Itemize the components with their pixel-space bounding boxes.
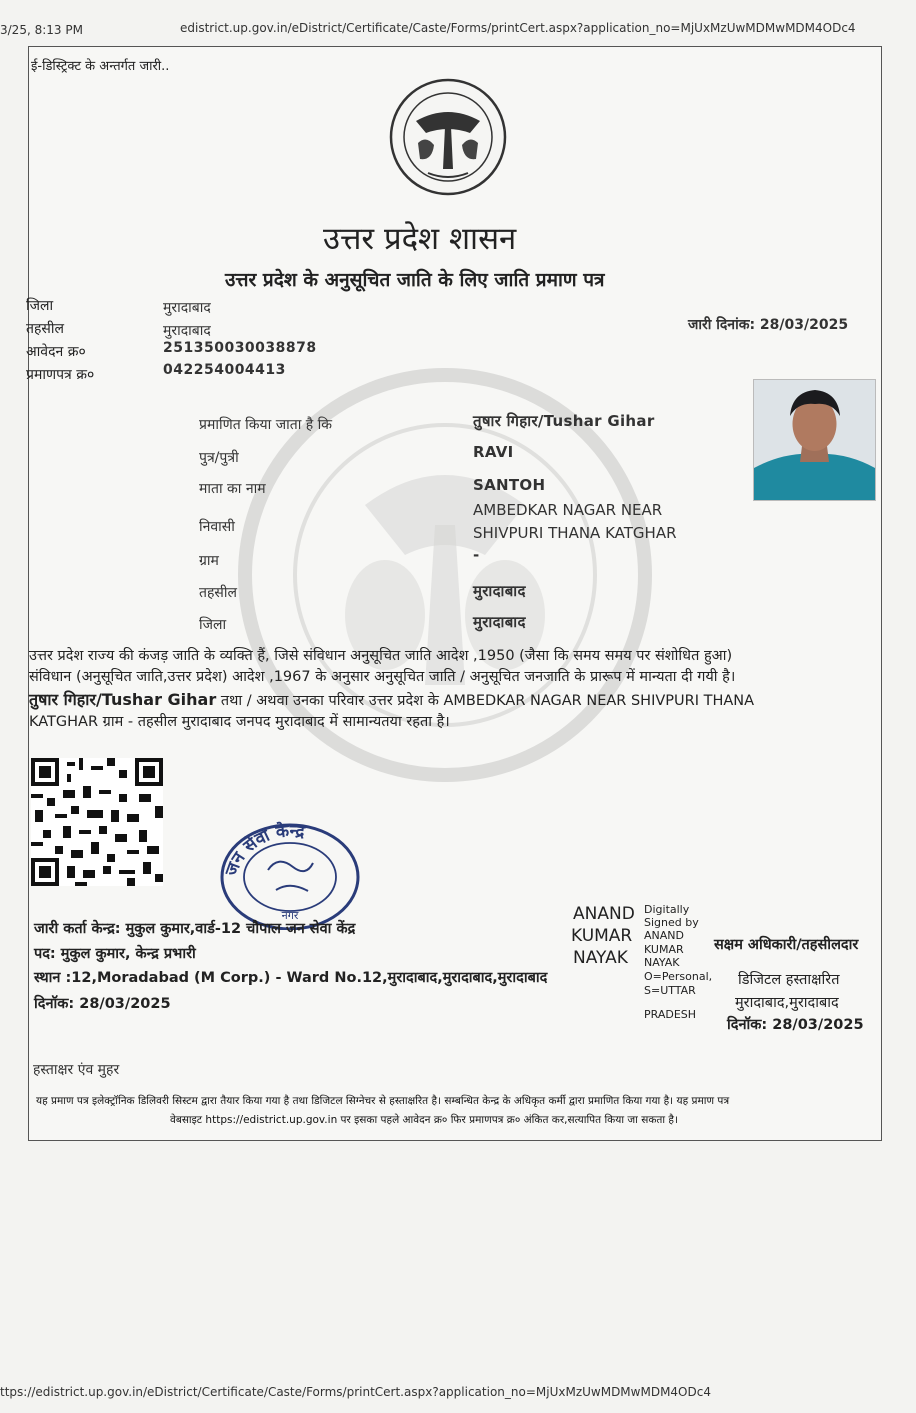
sign-and-seal: हस्ताक्षर एंव मुहर: [33, 1062, 120, 1078]
field-value-village: -: [473, 546, 480, 564]
stamp-sub: नगर: [281, 909, 299, 922]
issuer-place: स्थान :12,Moradabad (M Corp.) - Ward No.12,मुरादाबाद,मुरादाबाद,मुरादाबाद: [34, 970, 548, 986]
field-label-mother: माता का नाम: [199, 481, 266, 497]
meta-label-certificate: प्रमाणपत्र क्र०: [26, 367, 95, 383]
sig-detail-3: ANAND: [644, 929, 684, 942]
body-name-bold: तुषार गिहार/Tushar Gihar: [29, 690, 217, 709]
field-value-father: RAVI: [473, 443, 514, 461]
meta-value-district: मुरादाबाद: [163, 300, 211, 316]
meta-value-tehsil: मुरादाबाद: [163, 323, 211, 339]
authority-signed: डिजिटल हस्ताक्षरित: [738, 972, 840, 988]
body-line-2: संविधान (अनुसूचित जाति,उत्तर प्रदेश) आदेश ,1967 के अनुसार अनुसूचित जाति / अनुसूचित जनजाति के प्रारूप में मान्यता दी गयी है।: [29, 669, 736, 685]
print-timestamp: 3/25, 8:13 PM: [0, 23, 83, 37]
body-line-4: KATGHAR ग्राम - तहसील मुरादाबाद जनपद मुरादाबाद में सामान्यतया रहता है।: [29, 714, 450, 730]
field-label-village: ग्राम: [199, 553, 219, 569]
issue-date: जारी दिनांक: 28/03/2025: [688, 317, 849, 333]
footer-note-1: यह प्रमाण पत्र इलेक्ट्रॉनिक डिलिवरी सिस्टम द्वारा तैयार किया गया है तथा डिजिटल सिग्नेचर से हस्ताक्षरित है। सम्बन्धित केन्द्र के अधिकृत कर्मी द्वारा प्रमाणित किया गया है। यह प्रमाण पत्र: [36, 1095, 730, 1107]
print-url-bottom: ttps://edistrict.up.gov.in/eDistrict/Certificate/Caste/Forms/printCert.aspx?application_no=MjUxMzUwMDMwMDM4ODc4: [0, 1385, 711, 1399]
field-label-certified: प्रमाणित किया जाता है कि: [199, 417, 333, 433]
field-value-name: तुषार गिहार/Tushar Gihar: [473, 412, 655, 430]
meta-label-district: जिला: [26, 298, 54, 314]
print-url-top: edistrict.up.gov.in/eDistrict/Certificate/Caste/Forms/printCert.aspx?application_no=MjUxMzUwMDMwMDM4ODc4: [180, 21, 856, 35]
state-emblem-icon: [388, 77, 508, 197]
body-line-3-rest: तथा / अथवा उनका परिवार उत्तर प्रदेश के AMBEDKAR NAGAR NEAR SHIVPURI THANA: [216, 693, 755, 709]
issuer-date: दिनॉक: 28/03/2025: [34, 996, 171, 1012]
issued-under: ई-डिस्ट्रिक्ट के अन्तर्गत जारी..: [31, 59, 170, 74]
sig-detail-7: S=UTTAR: [644, 984, 696, 997]
field-value-resident-line1: AMBEDKAR NAGAR NEAR: [473, 501, 663, 519]
meta-label-application: आवेदन क्र०: [26, 344, 86, 360]
field-value-resident-line2: SHIVPURI THANA KATGHAR: [473, 524, 677, 542]
page-subtitle: उत्तर प्रदेश के अनुसूचित जाति के लिए जाति प्रमाण पत्र: [225, 269, 605, 291]
sig-detail-8: PRADESH: [644, 1008, 697, 1021]
issuer-post: पद: मुकुल कुमार, केन्द्र प्रभारी: [34, 946, 196, 962]
field-label-resident: निवासी: [199, 519, 235, 535]
meta-value-certificate: 042254004413: [163, 362, 286, 378]
sig-detail-6: O=Personal,: [644, 970, 713, 983]
applicant-photo: [753, 379, 876, 501]
field-value-tehsil: मुरादाबाद: [473, 582, 526, 600]
authority-title: सक्षम अधिकारी/तहसीलदार: [714, 937, 859, 953]
field-label-son-daughter: पुत्र/पुत्री: [199, 450, 239, 466]
sig-detail-1: Digitally: [644, 903, 690, 916]
sig-detail-4: KUMAR: [644, 943, 684, 956]
sig-detail-5: NAYAK: [644, 956, 680, 969]
field-label-district: जिला: [199, 617, 227, 633]
stamp-text: जन सेवा केन्द्र: [221, 821, 306, 879]
meta-label-tehsil: तहसील: [26, 321, 64, 337]
body-line-1: उत्तर प्रदेश राज्य की कंजड़ जाति के व्यक्ति हैं, जिसे संविधान अनुसूचित जाति आदेश ,1950 (जैसा कि समय समय पर संशोधित हुआ): [29, 648, 733, 664]
signer-name-2: KUMAR: [571, 926, 633, 946]
issuer-center: जारी कर्ता केन्द्र: मुकुल कुमार,वार्ड-12 चौपाल जन सेवा केंद्र: [34, 921, 356, 937]
qr-code: [31, 758, 163, 886]
field-value-district: मुरादाबाद: [473, 613, 526, 631]
body-line-3: [29, 688, 754, 713]
page-title: उत्तर प्रदेश शासन: [323, 221, 517, 257]
field-label-tehsil: तहसील: [199, 585, 237, 601]
authority-place: मुरादाबाद,मुरादाबाद: [735, 995, 839, 1011]
meta-value-application: 251350030038878: [163, 340, 317, 356]
field-value-mother: SANTOH: [473, 476, 546, 494]
authority-date: दिनॉक: 28/03/2025: [727, 1017, 864, 1033]
signer-name-1: ANAND: [573, 904, 635, 924]
footer-note-2: वेबसाइट https://edistrict.up.gov.in पर इसका पहले आवेदन क्र० फिर प्रमाणपत्र क्र० अंकित कर,सत्यापित किया जा सकता है।: [170, 1114, 678, 1126]
sig-detail-2: Signed by: [644, 916, 699, 929]
signer-name-3: NAYAK: [573, 948, 628, 968]
jan-seva-kendra-stamp: [218, 815, 363, 930]
